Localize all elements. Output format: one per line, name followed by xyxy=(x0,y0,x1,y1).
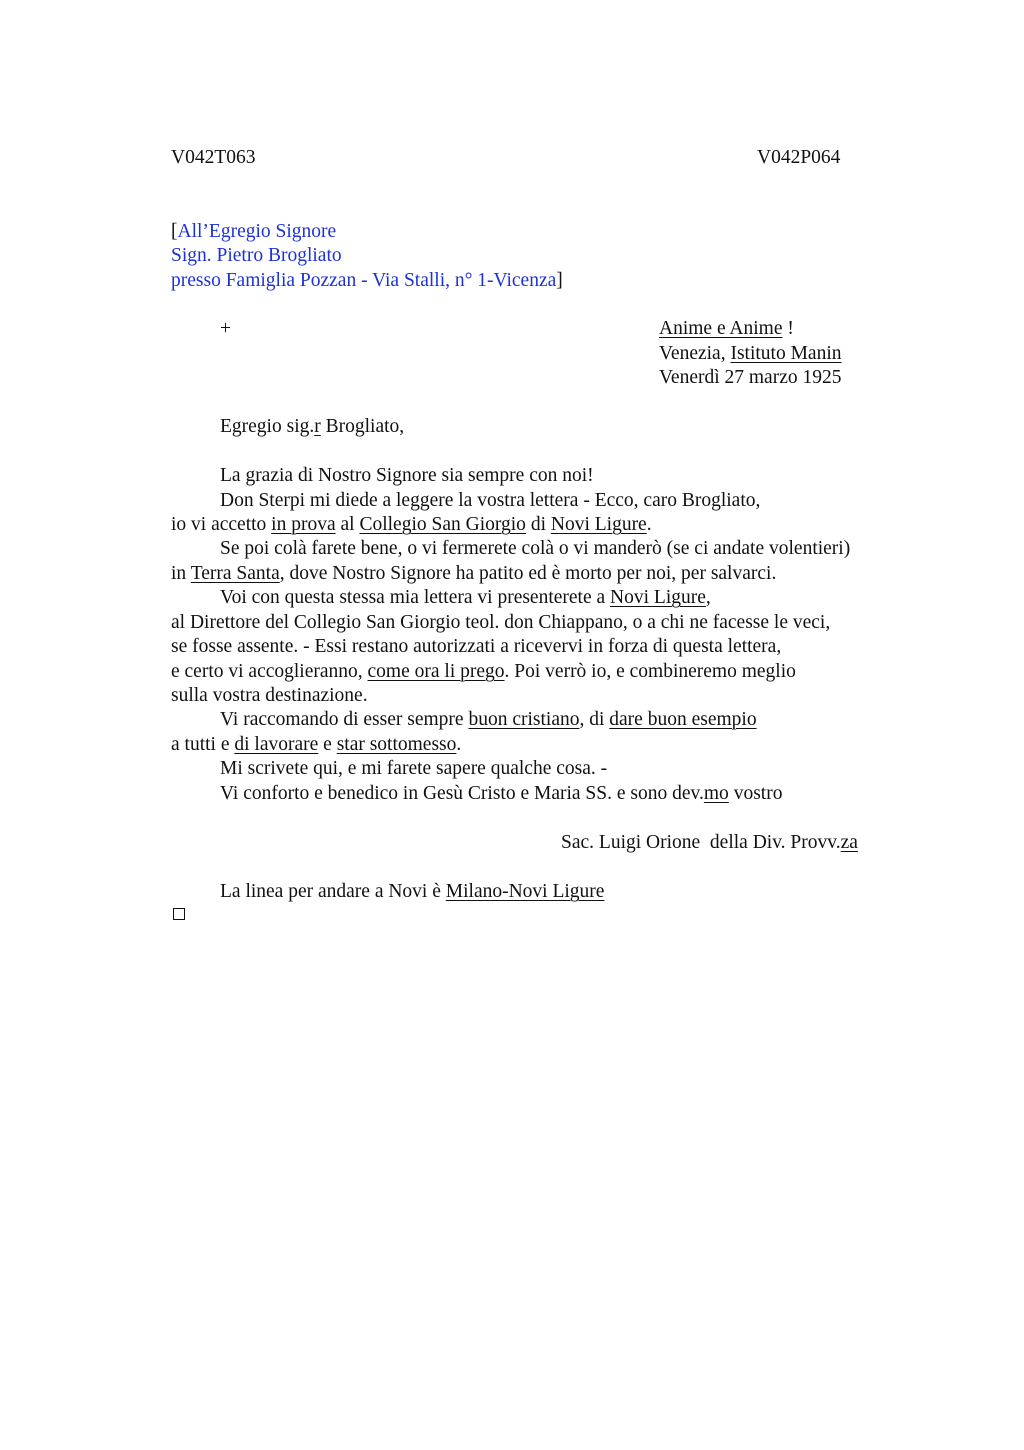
body-line: Don Sterpi mi diede a leggere la vostra lettera - Ecco, caro Brogliato, xyxy=(220,490,761,511)
body-line: sulla vostra destinazione. xyxy=(171,685,368,706)
body-line: La grazia di Nostro Signore sia sempre con noi! xyxy=(220,465,594,486)
address-line-2: Sign. Pietro Brogliato xyxy=(171,245,342,266)
body-line: al Direttore del Collegio San Giorgio teol. don Chiappano, o a chi ne facesse le veci, xyxy=(171,612,831,633)
body-line: se fosse assente. - Essi restano autorizzati a ricevervi in forza di questa lettera, xyxy=(171,636,782,657)
checkbox-square-icon xyxy=(173,908,185,920)
cross-mark: + xyxy=(220,318,231,339)
body-line: Vi raccomando di esser sempre buon cristiano, di dare buon esempio xyxy=(220,709,757,730)
body-line: Voi con questa stessa mia lettera vi presenterete a Novi Ligure, xyxy=(220,587,711,608)
place-line: Venezia, Istituto Manin xyxy=(659,343,842,364)
postscript: La linea per andare a Novi è Milano-Novi Ligure xyxy=(220,881,605,902)
body-line: in Terra Santa, dove Nostro Signore ha patito ed è morto per noi, per salvarci. xyxy=(171,563,777,584)
body-line: Se poi colà farete bene, o vi fermerete colà o vi manderò (se ci andate volentieri) xyxy=(220,538,851,559)
body-line: Vi conforto e benedico in Gesù Cristo e Maria SS. e sono dev.mo vostro xyxy=(220,783,783,804)
date-line: Venerdì 27 marzo 1925 xyxy=(659,367,842,388)
address-line-3: presso Famiglia Pozzan - Via Stalli, n° 1-Vicenza] xyxy=(171,270,563,291)
body-line: a tutti e di lavorare e star sottomesso. xyxy=(171,734,462,755)
signature: Sac. Luigi Orione della Div. Provv.za xyxy=(561,832,858,853)
doc-code-left: V042T063 xyxy=(171,147,256,168)
body-line: e certo vi accoglieranno, come ora li prego. Poi verrò io, e combineremo meglio xyxy=(171,661,796,682)
address-line-1: [All’Egregio Signore xyxy=(171,221,337,242)
body-line: io vi accetto in prova al Collegio San Giorgio di Novi Ligure. xyxy=(171,514,652,535)
doc-code-right: V042P064 xyxy=(757,147,841,168)
salutation: Egregio sig.r Brogliato, xyxy=(220,416,405,437)
motto: Anime e Anime ! xyxy=(659,318,794,339)
body-line: Mi scrivete qui, e mi farete sapere qualche cosa. - xyxy=(220,758,608,779)
